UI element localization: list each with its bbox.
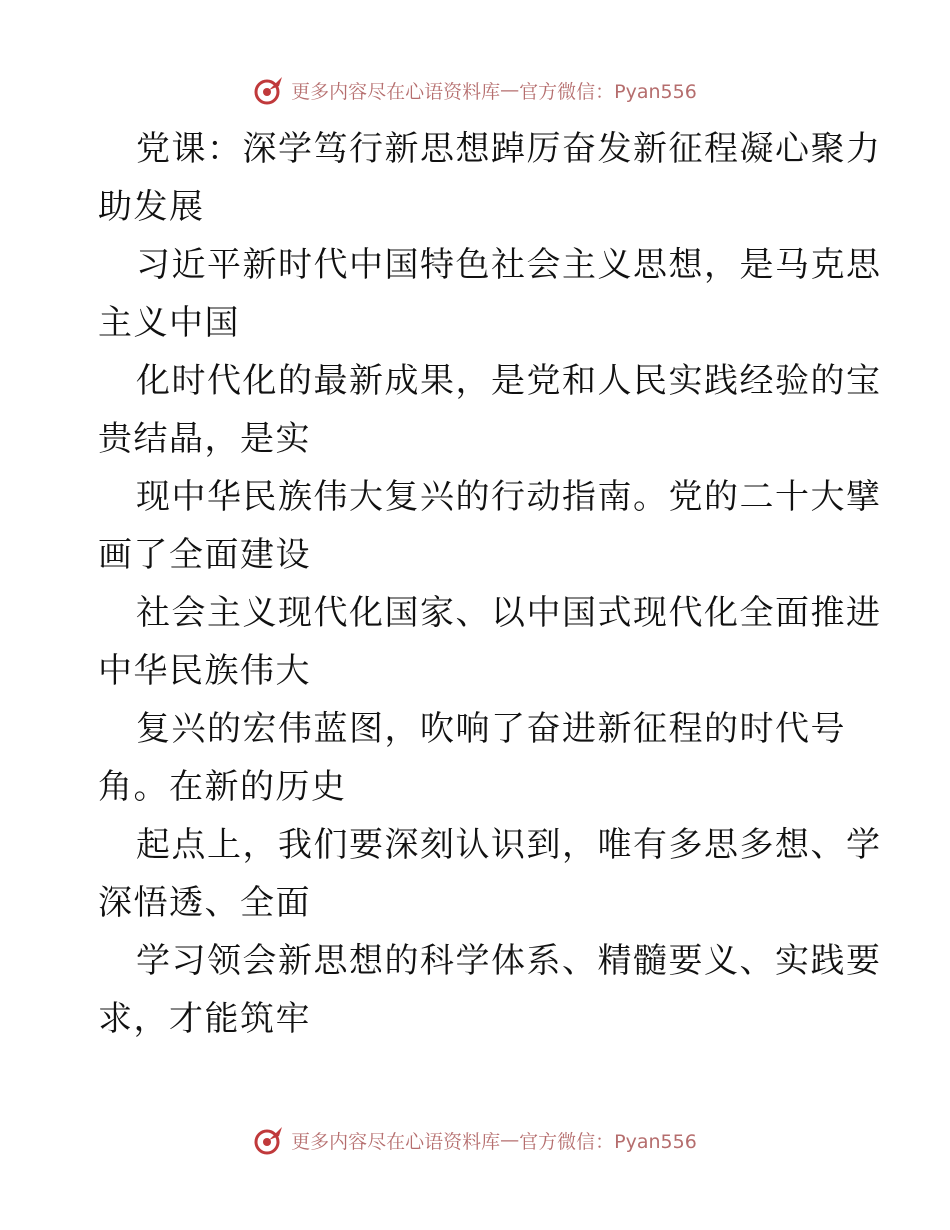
paragraph-line: 中华民族伟大 xyxy=(98,651,311,691)
quill-logo-icon xyxy=(253,74,285,106)
header-watermark xyxy=(0,72,950,108)
paragraph-line: 主义中国 xyxy=(98,303,240,343)
document-title-line: 助发展 xyxy=(98,187,205,227)
paragraph-line: 复兴的宏伟蓝图，吹响了奋进新征程的时代号 xyxy=(136,709,846,749)
paragraph-line: 角。在新的历史 xyxy=(98,767,347,807)
watermark-brand: 更多内容尽在心语资料库 xyxy=(291,1130,501,1153)
paragraph-line: 化时代化的最新成果，是党和人民实践经验的宝 xyxy=(136,361,882,401)
paragraph-line: 起点上，我们要深刻认识到，唯有多思多想、学 xyxy=(136,825,882,865)
paragraph-line: 学习领会新思想的科学体系、精髓要义、实践要 xyxy=(136,941,882,981)
watermark-dash: — xyxy=(500,79,520,101)
paragraph-line: 现中华民族伟大复兴的行动指南。党的二十大擘 xyxy=(136,477,882,517)
quill-logo-icon xyxy=(253,1124,285,1156)
paragraph-line: 习近平新时代中国特色社会主义思想，是马克思 xyxy=(136,245,882,285)
paragraph-line: 求，才能筑牢 xyxy=(98,999,311,1039)
paragraph-line: 社会主义现代化国家、以中国式现代化全面推进 xyxy=(136,593,882,633)
paragraph-line: 深悟透、全面 xyxy=(98,883,311,923)
watermark-dash: — xyxy=(500,1129,520,1151)
document-title-line: 党课：深学笃行新思想踔厉奋发新征程凝心聚力 xyxy=(136,129,882,169)
footer-watermark xyxy=(0,1122,950,1158)
watermark-wechat: 官方微信：Pyan556 xyxy=(519,1130,697,1153)
watermark-brand: 更多内容尽在心语资料库 xyxy=(291,80,501,103)
document-body xyxy=(98,120,882,1048)
watermark-wechat: 官方微信：Pyan556 xyxy=(519,80,697,103)
paragraph-line: 画了全面建设 xyxy=(98,535,311,575)
paragraph-line: 贵结晶，是实 xyxy=(98,419,311,459)
